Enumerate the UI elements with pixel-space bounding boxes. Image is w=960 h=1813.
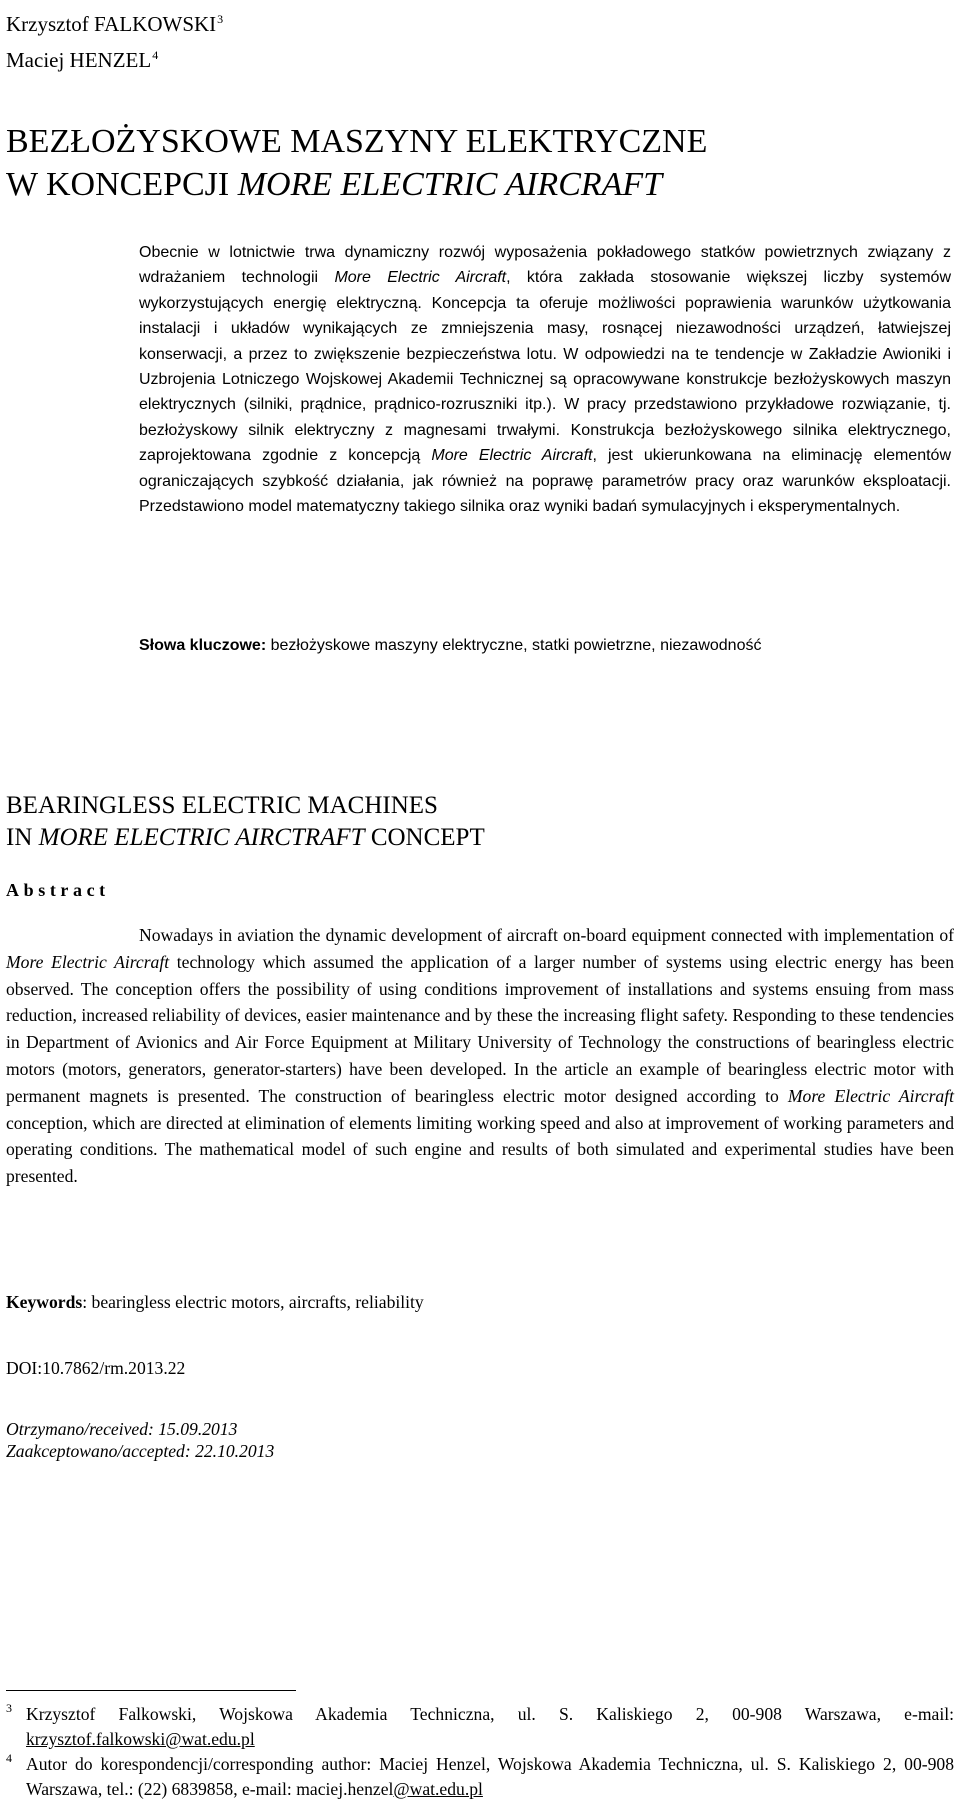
doi: DOI:10.7862/rm.2013.22 — [6, 1358, 186, 1378]
keywords-polish-label: Słowa kluczowe: — [139, 637, 267, 654]
footnote-divider — [6, 1690, 296, 1691]
received-date: Otrzymano/received: 15.09.2013 — [6, 1419, 238, 1439]
author-list — [6, 4, 223, 76]
author-2: Maciej HENZEL$^4$ — [6, 48, 159, 72]
keywords-english-label: Keywords — [6, 1292, 83, 1312]
footnote-3: 3 Krzysztof Falkowski, Wojskowa Akademia Techniczna, ul. S. Kaliskiego 2, 00-908 Warszawa, e-mail: krzysztof.falkowski@wat.edu.pl — [6, 1702, 954, 1752]
keywords-english: Keywords: bearingless electric motors, aircrafts, reliability — [6, 1292, 424, 1312]
submission-dates — [6, 1418, 274, 1462]
footnote-4-email-link[interactable]: @wat.edu.pl — [393, 1779, 483, 1799]
abstract-heading: Abstract — [6, 880, 110, 900]
footnote-3-mark: 3 — [6, 1701, 12, 1715]
footnotes — [6, 1702, 954, 1802]
footnote-4: 4 Autor do korespondencji/corresponding author: Maciej Henzel, Wojskowa Akademia Techniczna, ul. S. Kaliskiego 2, 00-908 Warszawa, tel.: (22) 6839858, e-mail: maciej.henzel@wat.edu.pl — [6, 1752, 954, 1802]
title-polish: BEZŁOŻYSKOWE MASZYNY ELEKTRYCZNE W KONCEPCJI MORE ELECTRIC AIRCRAFT — [6, 123, 708, 203]
author-1-footnote-ref: 3 — [217, 12, 224, 26]
keywords-polish: Słowa kluczowe: bezłożyskowe maszyny elektryczne, statki powietrzne, niezawodność — [139, 637, 762, 654]
accepted-date: Zaakceptowano/accepted: 22.10.2013 — [6, 1441, 275, 1461]
footnote-4-mark: 4 — [6, 1751, 12, 1765]
author-1: Krzysztof FALKOWSKI$^3$ — [6, 12, 224, 36]
abstract-english: Nowadays in aviation the dynamic development of aircraft on-board equipment connected with implementation of More Electric Aircraft technology which assumed the application of a larger number of systems using electric energy has been observed. The conception offers the possibility of using conditions improvement of installations and systems ensuing from mass reduction, increased reliability of devices, easier maintenance and by these the increasing flight safety. Responding to these tendencies in Department of Avionics and Air Force Equipment at Military University of Technology the constructions of bearingless electric motors (motors, generators, generator-starters) have been developed. In the article an example of bearingless electric motor with permanent magnets is presented. The construction of bearingless electric motor designed according to More Electric Aircraft conception, which are directed at elimination of elements limiting working speed and also at improvement of working parameters and operating conditions. The mathematical model of such engine and results of both simulated and experimental studies have been presented. — [6, 925, 954, 1187]
author-2-footnote-ref: 4 — [152, 48, 159, 62]
title-english: BEARINGLESS ELECTRIC MACHINES IN MORE ELECTRIC AIRCTRAFT CONCEPT — [6, 792, 485, 851]
abstract-polish: Obecnie w lotnictwie trwa dynamiczny rozwój wyposażenia pokładowego statków powietrznych związany z wdrażaniem technologii More Electric Aircraft, która zakłada stosowanie większej liczby systemów wykorzystujących energię elektryczną. Koncepcja ta oferuje możliwości poprawienia warunków użytkowania instalacji i układów wynikających ze zmniejszenia masy, rosnącej niezawodności urządzeń, łatwiejszej konserwacji, a przez to zwiększenie bezpieczeństwa lotu. W odpowiedzi na te tendencje w Zakładzie Awioniki i Uzbrojenia Lotniczego Wojskowej Akademii Technicznej są opracowywane konstrukcje bezłożyskowych maszyn elektrycznych (silniki, prądnice, prądnico-rozruszniki itp.). W pracy przedstawiono przykładowe rozwiązanie, tj. bezłożyskowy silnik elektryczny z magnesami trwałymi. Konstrukcja bezłożyskowego silnika elektrycznego, zaprojektowana zgodnie z koncepcją More Electric Aircraft, jest ukierunkowana na eliminację elementów ograniczających szybkość działania, jak również na poprawę parametrów pracy oraz warunków eksploatacji. Przedstawiono model matematyczny takiego silnika oraz wyniki badań symulacyjnych i eksperymentalnych. — [139, 244, 952, 516]
footnote-3-email-link[interactable]: krzysztof.falkowski@wat.edu.pl — [26, 1729, 255, 1749]
